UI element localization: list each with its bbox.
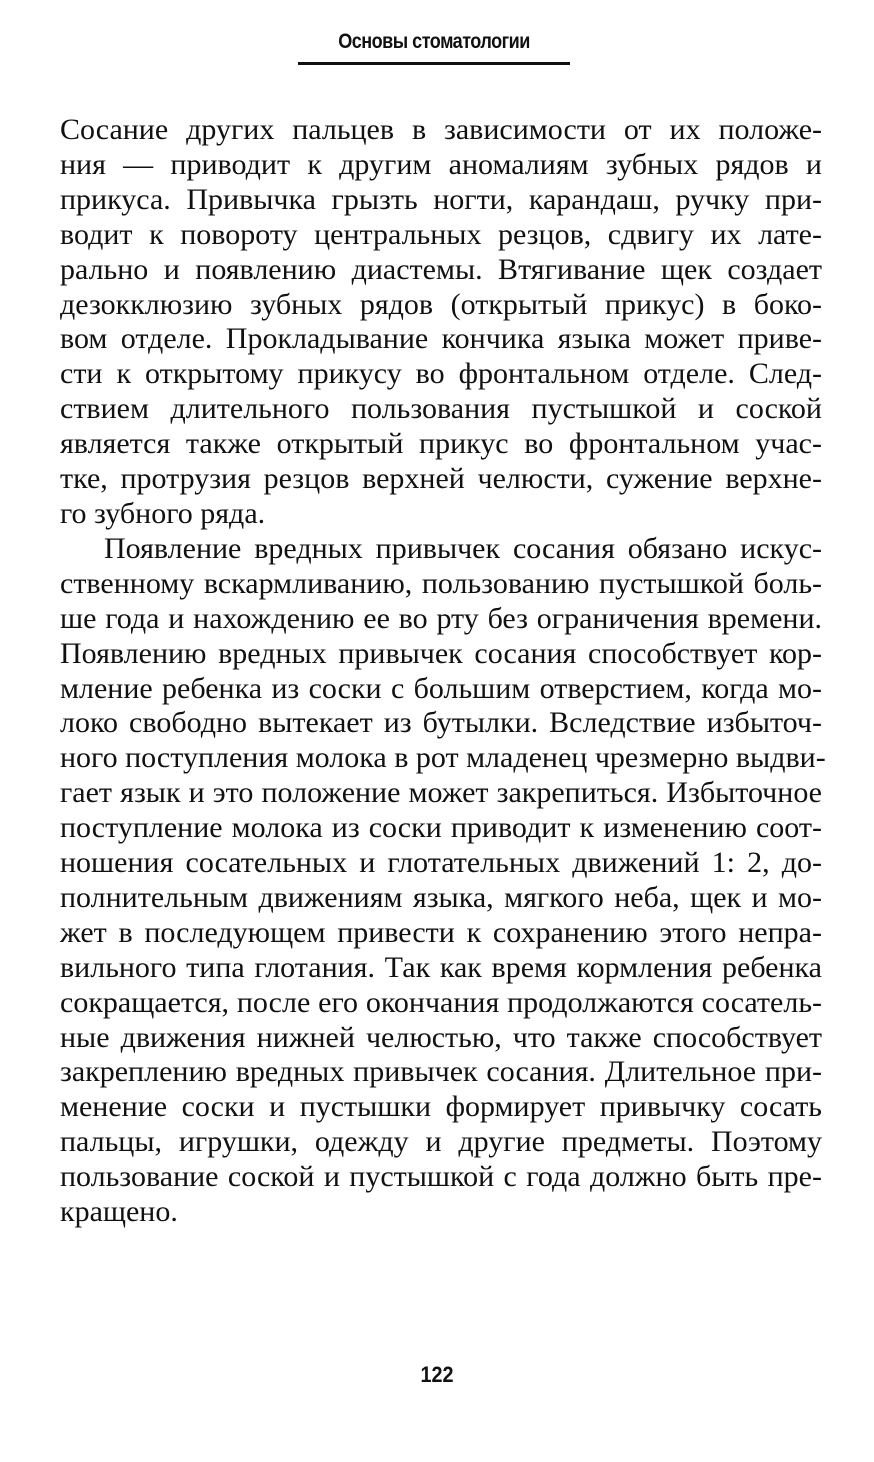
text-line: поступление молока из соски приводит к изменению соот-: [60, 811, 822, 845]
text-line: локо свободно вытекает из бутылки. Вследствие избыточ-: [60, 706, 822, 740]
text-line: закреплению вредных привычек сосания. Длительное при-: [60, 1055, 822, 1089]
text-line: мление ребенка из соски с большим отверстием, когда мо-: [60, 671, 822, 705]
text-line: ше года и нахождению ее во рту без ограничения времени.: [60, 601, 822, 635]
running-head-title: Основы стоматологии: [338, 30, 530, 53]
paragraph-1: [60, 113, 822, 532]
text-line: ношения сосательных и глотательных движений 1: 2, до-: [60, 846, 822, 880]
text-line: жет в последующем привести к сохранению этого непра-: [60, 915, 822, 949]
text-line: пользование соской и пустышкой с года должно быть пре-: [60, 1160, 822, 1194]
text-line: Сосание других пальцев в зависимости от их положе-: [60, 113, 822, 146]
text-line: рально и появлению диастемы. Втягивание щек создает: [60, 252, 822, 286]
text-line: ного поступления молока в рот младенец чрезмерно выдви-: [60, 741, 826, 775]
text-line: Появление вредных привычек сосания обязано искус-: [104, 531, 822, 565]
text-line: ния — приводит к другим аномалиям зубных рядов и: [60, 147, 822, 181]
text-line: вом отделе. Прокладывание кончика языка может приве-: [60, 322, 822, 356]
text-line: гает язык и это положение может закрепиться. Избыточное: [60, 776, 822, 810]
page-number: 122: [420, 1362, 454, 1387]
text-line: прикуса. Привычка грызть ногти, карандаш, ручку при-: [60, 182, 822, 216]
text-line: дезокклюзию зубных рядов (открытый прикус) в боко-: [60, 287, 822, 321]
text-line: менение соски и пустышки формирует привычку сосать: [60, 1090, 822, 1124]
text-line: водит к повороту центральных резцов, сдвигу их лате-: [60, 217, 822, 251]
text-line: пальцы, игрушки, одежду и другие предметы. Поэтому: [60, 1125, 822, 1159]
text-line: полнительным движениям языка, мягкого неба, щек и мо-: [60, 880, 822, 914]
text-line: вильного типа глотания. Так как время кормления ребенка: [60, 950, 822, 984]
text-line: ные движения нижней челюстью, что также способствует: [60, 1020, 822, 1054]
text-line: ственному вскармливанию, пользованию пустышкой боль-: [60, 566, 822, 600]
body-text: [60, 113, 826, 1230]
text-line: кращено.: [60, 1195, 178, 1229]
text-line: сокращается, после его окончания продолжаются сосатель-: [60, 985, 822, 1019]
text-line: го зубного ряда.: [60, 496, 266, 530]
text-line: является также открытый прикус во фронтальном учас-: [60, 427, 822, 461]
text-line: ствием длительного пользования пустышкой и соской: [60, 392, 822, 426]
running-head-rule: [298, 62, 570, 65]
text-line: тке, протрузия резцов верхней челюсти, сужение верхне-: [60, 462, 822, 496]
text-line: Появлению вредных привычек сосания способствует кор-: [60, 636, 822, 670]
paragraph-2: [60, 531, 826, 1230]
text-line: сти к открытому прикусу во фронтальном отделе. След-: [60, 357, 822, 391]
